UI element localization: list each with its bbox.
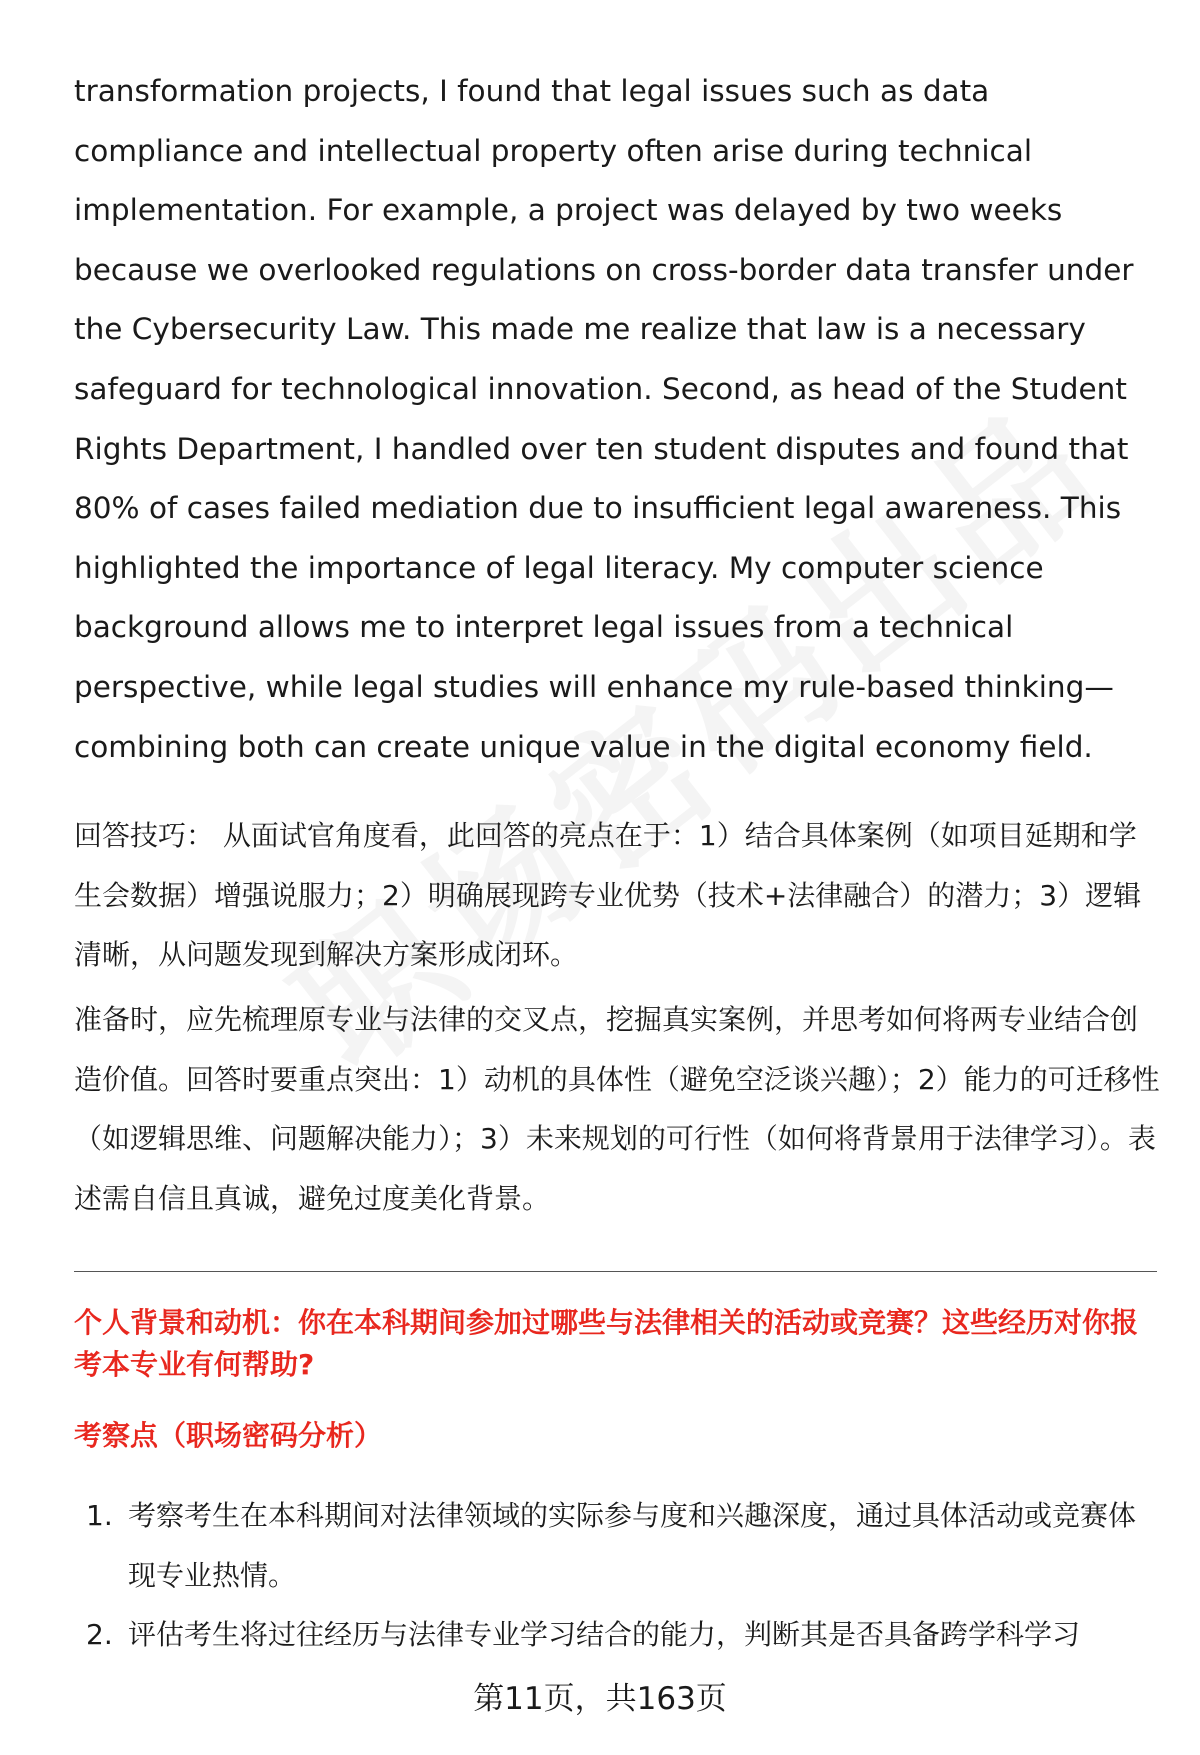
assessment-points-list: [74, 1486, 1162, 1665]
list-item-number: 2.: [86, 1618, 113, 1651]
list-item-text: 考察考生在本科期间对法律领域的实际参与度和兴趣深度，通过具体活动或竞赛体现专业热情。: [128, 1499, 1137, 1592]
section-divider: [74, 1271, 1157, 1272]
answer-tips-paragraph: 回答技巧： 从面试官角度看，此回答的亮点在于：1）结合具体案例（如项目延期和学生会数据）增强说服力；2）明确展现跨专业优势（技术+法律融合）的潜力；3）逻辑清晰，从问题发现到解决方案形成闭环。: [74, 819, 1142, 971]
list-item-number: 1.: [86, 1499, 113, 1532]
list-item: [74, 1605, 1162, 1665]
question-heading: 个人背景和动机：你在本科期间参加过哪些与法律相关的活动或竞赛？这些经历对你报考本专业有何帮助?: [74, 1306, 1139, 1381]
assessment-points-heading: 考察点（职场密码分析）: [74, 1419, 383, 1452]
preparation-advice-paragraph: 准备时，应先梳理原专业与法律的交叉点，挖掘真实案例，并思考如何将两专业结合创造价值。回答时要重点突出：1）动机的具体性（避免空泛谈兴趣）；2）能力的可迁移性（如逻辑思维、问题解决能力）；3）未来规划的可行性（如何将背景用于法律学习）。表述需自信且真诚，避免过度美化背景。: [74, 1003, 1160, 1215]
list-item-text: 评估考生将过往经历与法律专业学习结合的能力，判断其是否具备跨学科学习: [128, 1618, 1081, 1651]
answer-paragraph-english: transformation projects, I found that legal issues such as data compliance and intellectual property often arise during technical implementation. For example, a project was delayed by two weeks because we overlooked regulations on cross-border data transfer under the Cybersecurity Law. This made me realize that law is a necessary safeguard for technological innovation. Second, as head of the Student Rights Department, I handled over ten student disputes and found that 80% of cases failed mediation due to insufficient legal awareness. This highlighted the importance of legal literacy. My computer science background allows me to interpret legal issues from a technical perspective, while legal studies will enhance my rule-based thinking—combining both can create unique value in the digital economy field.: [74, 74, 1134, 764]
list-item: [74, 1486, 1162, 1605]
page-number-footer: 第11页，共163页: [473, 1681, 727, 1717]
